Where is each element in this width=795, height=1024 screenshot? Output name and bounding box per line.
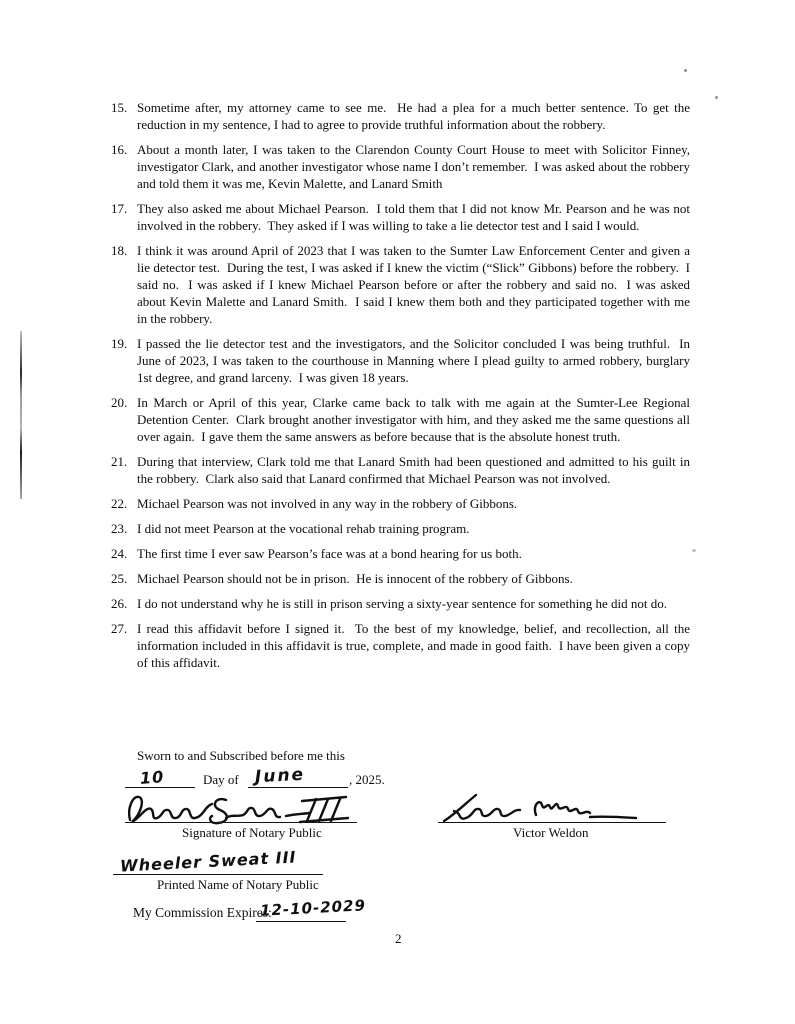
item-number: 24. [111, 546, 128, 561]
affiant-signature-line [438, 822, 666, 823]
commission-date-line [256, 921, 346, 922]
item-text: I think it was around April of 2023 that I was taken to the Sumter Law Enforcement Center and given a lie detector test. During the test, I was asked if I knew the victim (“Slick” Gibbons) before the robbery. I said no. I was asked if I knew Michael Pearson before or after the robbery and said no. I was asked about Kevin Malette and Lanard Smith. I said I knew them both and they participated together with me in the robbery. [137, 243, 694, 326]
item-text: In March or April of this year, Clarke came back to talk with me again at the Sumter-Lee Regional Detention Center. Clark brought another investigator with him, and they asked me the same questions all over again. I gave them the same answers as before because that is the absolute honest truth. [137, 395, 694, 444]
item-text: Michael Pearson was not involved in any way in the robbery of Gibbons. [137, 496, 518, 511]
handwritten-commission-date: 12-10-2029 [259, 896, 367, 920]
item-text: During that interview, Clark told me that Lanard Smith had been questioned and admitted to his guilt in the robbery. Clark also said that Lanard confirmed that Michael Pearson was not involved. [137, 454, 694, 486]
item-text: The first time I ever saw Pearson’s face was at a bond hearing for us both. [137, 546, 522, 561]
affidavit-item [111, 570, 690, 587]
item-number: 25. [111, 571, 128, 586]
affidavit-item [111, 495, 690, 512]
item-number: 18. [111, 243, 128, 258]
item-text: Sometime after, my attorney came to see me. He had a plea for a much better sentence. To get the reduction in my sentence, I had to agree to provide truthful information about the robbery. [137, 100, 694, 132]
item-number: 27. [111, 621, 128, 636]
item-text: I do not understand why he is still in prison serving a sixty-year sentence for something he did not do. [137, 596, 668, 611]
item-number: 20. [111, 395, 128, 410]
affidavit-item [111, 595, 690, 612]
scan-speck [684, 69, 687, 72]
affiant-printed-name: Victor Weldon [513, 825, 589, 840]
affidavit-item [111, 99, 694, 133]
item-number: 15. [111, 100, 128, 115]
item-number: 22. [111, 496, 128, 511]
scan-speck [692, 549, 696, 552]
commission-expires-label: My Commission Expires: [133, 905, 272, 920]
affidavit-item [111, 520, 690, 537]
affidavit-item [111, 335, 694, 386]
item-number: 21. [111, 454, 128, 469]
year-text: , 2025. [349, 772, 385, 787]
item-number: 17. [111, 201, 128, 216]
scan-speck [715, 96, 718, 99]
item-text: I passed the lie detector test and the investigators, and the Solicitor concluded I was being truthful. In June of 2023, I was taken to the courthouse in Manning where I plead guilty to armed robbery, burglary 1st degree, and grand larceny. I was given 18 years. [137, 336, 694, 385]
item-number: 23. [111, 521, 128, 536]
affidavit-item [111, 200, 694, 234]
sworn-statement-line: Sworn to and Subscribed before me this [137, 748, 345, 763]
item-text: They also asked me about Michael Pearson. I told them that I did not know Mr. Pearson and he was not involved in the robbery. They asked if I was willing to take a lie detector test and I said I would. [137, 201, 694, 233]
item-text: About a month later, I was taken to the Clarendon County Court House to meet with Solicitor Finney, investigator Clark, and another investigator whose name I don’t remember. I was asked about the robbery and told them it was me, Kevin Malette, and Lanard Smith [137, 142, 694, 191]
affidavit-item [111, 620, 694, 671]
month-blank-line [248, 787, 348, 788]
scan-artifact-vertical-line [20, 331, 22, 499]
notary-signature-label: Signature of Notary Public [182, 825, 322, 840]
affidavit-item [111, 242, 694, 327]
printed-name-label: Printed Name of Notary Public [157, 877, 319, 892]
item-text: I did not meet Pearson at the vocational rehab training program. [137, 521, 470, 536]
item-number: 19. [111, 336, 128, 351]
item-text: Michael Pearson should not be in prison. He is innocent of the robbery of Gibbons. [137, 571, 573, 586]
affiant-signature-script [440, 793, 640, 823]
day-blank-line [125, 787, 195, 788]
handwritten-month: June [254, 764, 306, 788]
notary-signature-line [125, 822, 357, 823]
printed-name-line [113, 874, 323, 875]
handwritten-day: 10 [139, 767, 165, 788]
page-number: 2 [395, 931, 402, 946]
item-number: 16. [111, 142, 128, 157]
notary-signature-script [126, 792, 358, 824]
affidavit-list [111, 99, 694, 679]
day-of-label: Day of [203, 772, 239, 787]
affidavit-item [111, 453, 694, 487]
affidavit-item [111, 545, 690, 562]
handwritten-notary-printed-name: Wheeler Sweat III [119, 847, 297, 876]
item-text: I read this affidavit before I signed it. To the best of my knowledge, belief, and recollection, all the information included in this affidavit is true, complete, and made in good faith. I have been given a copy of this affidavit. [137, 621, 694, 670]
item-number: 26. [111, 596, 128, 611]
affidavit-item [111, 141, 694, 192]
affidavit-item [111, 394, 694, 445]
